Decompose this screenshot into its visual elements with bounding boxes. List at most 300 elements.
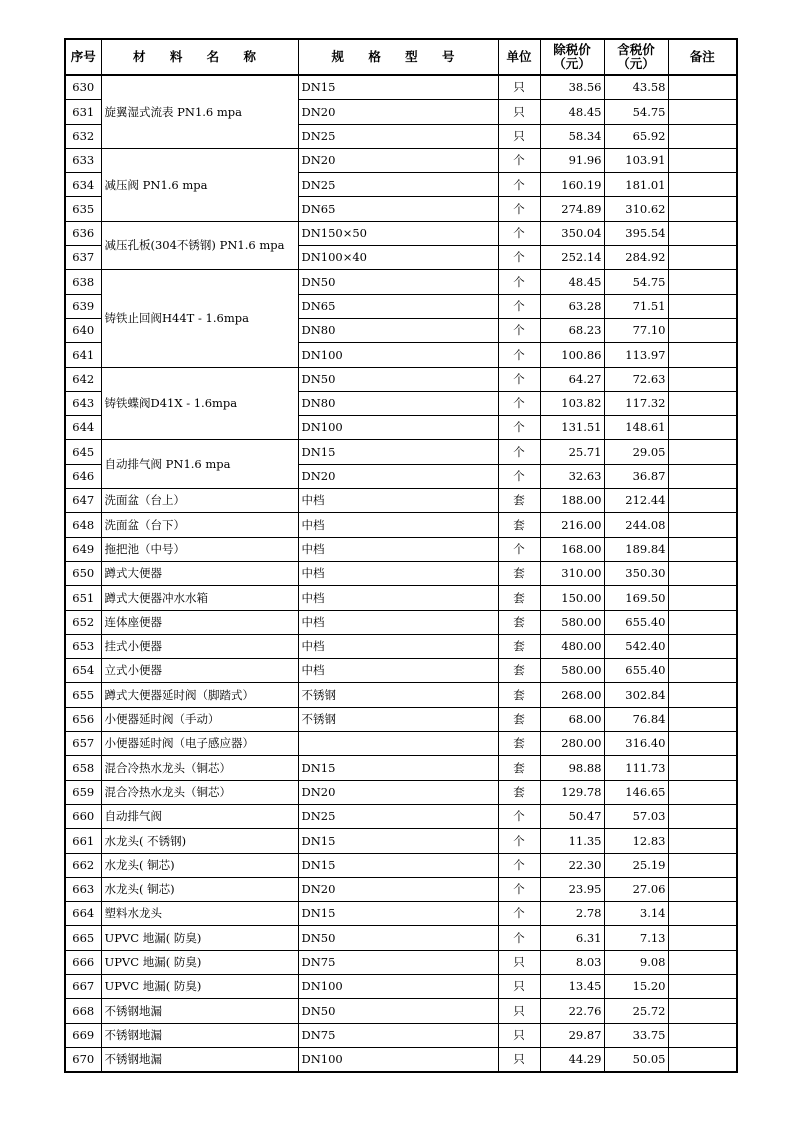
unit: 个	[498, 804, 540, 828]
price-inc-tax: 7.13	[604, 926, 668, 950]
price-ex-tax: 48.45	[540, 270, 604, 294]
spec-model: DN75	[298, 950, 498, 974]
unit: 只	[498, 100, 540, 124]
note	[668, 659, 737, 683]
table-row	[65, 877, 737, 901]
header-price-ex-tax	[540, 39, 604, 75]
table-row	[65, 902, 737, 926]
unit: 只	[498, 950, 540, 974]
row-index: 664	[65, 902, 101, 926]
price-inc-tax: 212.44	[604, 489, 668, 513]
row-index: 653	[65, 634, 101, 658]
price-ex-tax: 580.00	[540, 610, 604, 634]
spec-model: DN65	[298, 197, 498, 221]
note	[668, 1047, 737, 1072]
spec-model: DN65	[298, 294, 498, 318]
table-row	[65, 610, 737, 634]
note	[668, 173, 737, 197]
price-inc-tax: 25.72	[604, 999, 668, 1023]
price-inc-tax: 33.75	[604, 1023, 668, 1047]
unit: 个	[498, 416, 540, 440]
row-index: 633	[65, 148, 101, 172]
unit: 套	[498, 610, 540, 634]
material-name: 洗面盆（台下）	[101, 513, 298, 537]
price-inc-tax: 54.75	[604, 100, 668, 124]
price-ex-tax: 23.95	[540, 877, 604, 901]
material-name: 拖把池（中号）	[101, 537, 298, 561]
price-inc-tax: 29.05	[604, 440, 668, 464]
spec-model: DN20	[298, 100, 498, 124]
spec-model: DN50	[298, 999, 498, 1023]
price-inc-tax: 77.10	[604, 318, 668, 342]
price-ex-tax: 131.51	[540, 416, 604, 440]
note	[668, 999, 737, 1023]
unit: 套	[498, 732, 540, 756]
note	[668, 756, 737, 780]
price-inc-tax: 15.20	[604, 974, 668, 998]
price-inc-tax: 111.73	[604, 756, 668, 780]
price-ex-tax: 103.82	[540, 391, 604, 415]
material-name: 不锈钢地漏	[101, 1047, 298, 1072]
table-row	[65, 75, 737, 100]
unit: 套	[498, 561, 540, 585]
price-ex-tax: 58.34	[540, 124, 604, 148]
price-ex-tax: 11.35	[540, 829, 604, 853]
header-material-name	[101, 39, 298, 75]
material-name: 洗面盆（台上）	[101, 489, 298, 513]
price-inc-tax: 146.65	[604, 780, 668, 804]
unit: 只	[498, 1047, 540, 1072]
unit: 个	[498, 926, 540, 950]
row-index: 635	[65, 197, 101, 221]
price-ex-tax: 252.14	[540, 246, 604, 270]
unit: 只	[498, 1023, 540, 1047]
row-index: 661	[65, 829, 101, 853]
note	[668, 804, 737, 828]
price-inc-tax: 3.14	[604, 902, 668, 926]
table-row	[65, 221, 737, 245]
spec-model: DN100×40	[298, 246, 498, 270]
price-ex-tax: 480.00	[540, 634, 604, 658]
row-index: 647	[65, 489, 101, 513]
spec-model: DN100	[298, 343, 498, 367]
price-ex-tax: 32.63	[540, 464, 604, 488]
price-inc-tax: 148.61	[604, 416, 668, 440]
price-inc-tax: 655.40	[604, 610, 668, 634]
row-index: 631	[65, 100, 101, 124]
note	[668, 246, 737, 270]
spec-model: 中档	[298, 634, 498, 658]
table-row	[65, 732, 737, 756]
row-index: 662	[65, 853, 101, 877]
row-index: 644	[65, 416, 101, 440]
price-ex-tax: 22.76	[540, 999, 604, 1023]
table-row	[65, 683, 737, 707]
price-inc-tax: 181.01	[604, 173, 668, 197]
material-name: 挂式小便器	[101, 634, 298, 658]
spec-model: DN25	[298, 804, 498, 828]
unit: 套	[498, 780, 540, 804]
price-ex-tax: 216.00	[540, 513, 604, 537]
unit: 个	[498, 173, 540, 197]
spec-model: 中档	[298, 659, 498, 683]
price-ex-tax: 188.00	[540, 489, 604, 513]
header-price-inc-tax-unit: （元）	[617, 56, 655, 71]
material-name: 不锈钢地漏	[101, 1023, 298, 1047]
price-inc-tax: 284.92	[604, 246, 668, 270]
spec-model: 不锈钢	[298, 683, 498, 707]
material-name: 铸铁蝶阀D41X - 1.6mpa	[101, 367, 298, 440]
price-inc-tax: 169.50	[604, 586, 668, 610]
spec-model: DN75	[298, 1023, 498, 1047]
row-index: 650	[65, 561, 101, 585]
price-ex-tax: 2.78	[540, 902, 604, 926]
row-index: 648	[65, 513, 101, 537]
note	[668, 221, 737, 245]
table-row	[65, 780, 737, 804]
unit: 个	[498, 343, 540, 367]
note	[668, 440, 737, 464]
spec-model: DN15	[298, 756, 498, 780]
unit: 只	[498, 974, 540, 998]
row-index: 668	[65, 999, 101, 1023]
unit: 个	[498, 294, 540, 318]
note	[668, 513, 737, 537]
spec-model: DN20	[298, 780, 498, 804]
spec-model: DN100	[298, 416, 498, 440]
row-index: 641	[65, 343, 101, 367]
note	[668, 416, 737, 440]
unit: 套	[498, 513, 540, 537]
table-row	[65, 950, 737, 974]
price-inc-tax: 350.30	[604, 561, 668, 585]
material-name: 塑料水龙头	[101, 902, 298, 926]
unit: 套	[498, 489, 540, 513]
row-index: 670	[65, 1047, 101, 1072]
note	[668, 537, 737, 561]
row-index: 649	[65, 537, 101, 561]
row-index: 667	[65, 974, 101, 998]
price-ex-tax: 168.00	[540, 537, 604, 561]
note	[668, 634, 737, 658]
header-spec-model-text: 规 格 型 号	[331, 49, 465, 65]
price-ex-tax: 38.56	[540, 75, 604, 100]
note	[668, 586, 737, 610]
spec-model: DN20	[298, 148, 498, 172]
unit: 只	[498, 999, 540, 1023]
price-ex-tax: 6.31	[540, 926, 604, 950]
unit: 个	[498, 853, 540, 877]
material-name: 连体座便器	[101, 610, 298, 634]
row-index: 669	[65, 1023, 101, 1047]
price-inc-tax: 36.87	[604, 464, 668, 488]
unit: 个	[498, 440, 540, 464]
row-index: 645	[65, 440, 101, 464]
note	[668, 148, 737, 172]
price-inc-tax: 71.51	[604, 294, 668, 318]
row-index: 642	[65, 367, 101, 391]
header-price-inc-tax-label: 含税价	[617, 41, 655, 57]
note	[668, 1023, 737, 1047]
note	[668, 75, 737, 100]
unit: 只	[498, 75, 540, 100]
price-ex-tax: 63.28	[540, 294, 604, 318]
table-row	[65, 853, 737, 877]
unit: 个	[498, 318, 540, 342]
material-name: 自动排气阀	[101, 804, 298, 828]
price-ex-tax: 13.45	[540, 974, 604, 998]
row-index: 652	[65, 610, 101, 634]
spec-model: DN15	[298, 440, 498, 464]
row-index: 651	[65, 586, 101, 610]
spec-model: DN20	[298, 877, 498, 901]
price-ex-tax: 98.88	[540, 756, 604, 780]
spec-model: 中档	[298, 489, 498, 513]
note	[668, 707, 737, 731]
price-ex-tax: 150.00	[540, 586, 604, 610]
price-ex-tax: 350.04	[540, 221, 604, 245]
table-row	[65, 537, 737, 561]
table-row	[65, 756, 737, 780]
material-name: 水龙头( 铜芯)	[101, 877, 298, 901]
row-index: 660	[65, 804, 101, 828]
price-inc-tax: 189.84	[604, 537, 668, 561]
price-inc-tax: 103.91	[604, 148, 668, 172]
row-index: 656	[65, 707, 101, 731]
note	[668, 974, 737, 998]
price-inc-tax: 65.92	[604, 124, 668, 148]
price-inc-tax: 12.83	[604, 829, 668, 853]
unit: 套	[498, 756, 540, 780]
row-index: 636	[65, 221, 101, 245]
table-row	[65, 659, 737, 683]
price-ex-tax: 44.29	[540, 1047, 604, 1072]
price-inc-tax: 76.84	[604, 707, 668, 731]
header-unit: 单位	[498, 39, 540, 75]
price-table	[64, 38, 738, 1073]
price-ex-tax: 100.86	[540, 343, 604, 367]
table-row	[65, 707, 737, 731]
note	[668, 294, 737, 318]
note	[668, 780, 737, 804]
note	[668, 877, 737, 901]
spec-model: 不锈钢	[298, 707, 498, 731]
material-name: 小便器延时阀（手动）	[101, 707, 298, 731]
spec-model: 中档	[298, 586, 498, 610]
row-index: 646	[65, 464, 101, 488]
note	[668, 464, 737, 488]
table-row	[65, 829, 737, 853]
price-ex-tax: 25.71	[540, 440, 604, 464]
table-row	[65, 561, 737, 585]
table-row	[65, 513, 737, 537]
price-ex-tax: 310.00	[540, 561, 604, 585]
table-row	[65, 974, 737, 998]
price-inc-tax: 542.40	[604, 634, 668, 658]
row-index: 632	[65, 124, 101, 148]
unit: 个	[498, 902, 540, 926]
note	[668, 902, 737, 926]
material-name: 铸铁止回阀H44T - 1.6mpa	[101, 270, 298, 367]
price-ex-tax: 22.30	[540, 853, 604, 877]
price-inc-tax: 27.06	[604, 877, 668, 901]
spec-model: DN15	[298, 853, 498, 877]
price-inc-tax: 25.19	[604, 853, 668, 877]
unit: 个	[498, 367, 540, 391]
header-price-ex-tax-unit: （元）	[553, 56, 591, 71]
spec-model: 中档	[298, 610, 498, 634]
unit: 个	[498, 197, 540, 221]
price-inc-tax: 244.08	[604, 513, 668, 537]
price-ex-tax: 160.19	[540, 173, 604, 197]
spec-model: DN150×50	[298, 221, 498, 245]
row-index: 663	[65, 877, 101, 901]
note	[668, 100, 737, 124]
table-body	[65, 75, 737, 1072]
spec-model: DN50	[298, 367, 498, 391]
header-index: 序号	[65, 39, 101, 75]
price-inc-tax: 395.54	[604, 221, 668, 245]
unit: 个	[498, 246, 540, 270]
price-inc-tax: 50.05	[604, 1047, 668, 1072]
price-ex-tax: 68.23	[540, 318, 604, 342]
header-material-name-text: 材 料 名 称	[132, 49, 267, 65]
price-inc-tax: 655.40	[604, 659, 668, 683]
row-index: 639	[65, 294, 101, 318]
price-inc-tax: 302.84	[604, 683, 668, 707]
table-row	[65, 999, 737, 1023]
material-name: UPVC 地漏( 防臭)	[101, 974, 298, 998]
price-ex-tax: 274.89	[540, 197, 604, 221]
price-inc-tax: 9.08	[604, 950, 668, 974]
spec-model: DN50	[298, 926, 498, 950]
price-ex-tax: 8.03	[540, 950, 604, 974]
row-index: 637	[65, 246, 101, 270]
table-row	[65, 367, 737, 391]
row-index: 643	[65, 391, 101, 415]
spec-model: DN50	[298, 270, 498, 294]
unit: 个	[498, 464, 540, 488]
price-ex-tax: 29.87	[540, 1023, 604, 1047]
material-name: UPVC 地漏( 防臭)	[101, 950, 298, 974]
unit: 个	[498, 829, 540, 853]
note	[668, 124, 737, 148]
price-ex-tax: 50.47	[540, 804, 604, 828]
note	[668, 318, 737, 342]
header-note: 备注	[668, 39, 737, 75]
material-name: 旋翼湿式流表 PN1.6 mpa	[101, 75, 298, 148]
spec-model: DN100	[298, 1047, 498, 1072]
row-index: 655	[65, 683, 101, 707]
material-name: 小便器延时阀（电子感应器）	[101, 732, 298, 756]
note	[668, 561, 737, 585]
price-ex-tax: 68.00	[540, 707, 604, 731]
note	[668, 391, 737, 415]
material-name: 蹲式大便器	[101, 561, 298, 585]
table-header	[65, 39, 737, 75]
spec-model: DN25	[298, 173, 498, 197]
note	[668, 926, 737, 950]
price-inc-tax: 57.03	[604, 804, 668, 828]
price-ex-tax: 64.27	[540, 367, 604, 391]
price-ex-tax: 129.78	[540, 780, 604, 804]
header-price-inc-tax	[604, 39, 668, 75]
row-index: 630	[65, 75, 101, 100]
spec-model	[298, 732, 498, 756]
unit: 个	[498, 537, 540, 561]
row-index: 657	[65, 732, 101, 756]
header-row	[65, 39, 737, 75]
table-row	[65, 270, 737, 294]
unit: 个	[498, 877, 540, 901]
spec-model: 中档	[298, 513, 498, 537]
material-name: 蹲式大便器延时阀（脚踏式）	[101, 683, 298, 707]
spec-model: DN100	[298, 974, 498, 998]
note	[668, 197, 737, 221]
price-inc-tax: 316.40	[604, 732, 668, 756]
spec-model: 中档	[298, 537, 498, 561]
material-name: 减压阀 PN1.6 mpa	[101, 148, 298, 221]
spec-model: DN15	[298, 75, 498, 100]
header-spec-model	[298, 39, 498, 75]
table-row	[65, 440, 737, 464]
price-inc-tax: 310.62	[604, 197, 668, 221]
material-name: 不锈钢地漏	[101, 999, 298, 1023]
spec-model: DN80	[298, 318, 498, 342]
spec-model: DN15	[298, 829, 498, 853]
table-row	[65, 804, 737, 828]
price-inc-tax: 43.58	[604, 75, 668, 100]
spec-model: DN20	[298, 464, 498, 488]
note	[668, 610, 737, 634]
price-ex-tax: 91.96	[540, 148, 604, 172]
note	[668, 853, 737, 877]
row-index: 654	[65, 659, 101, 683]
header-price-ex-tax-label: 除税价	[553, 41, 591, 57]
row-index: 665	[65, 926, 101, 950]
price-inc-tax: 54.75	[604, 270, 668, 294]
material-name: 混合冷热水龙头（铜芯）	[101, 756, 298, 780]
material-name: 混合冷热水龙头（铜芯）	[101, 780, 298, 804]
unit: 套	[498, 586, 540, 610]
row-index: 638	[65, 270, 101, 294]
price-ex-tax: 48.45	[540, 100, 604, 124]
material-name: 水龙头( 铜芯)	[101, 853, 298, 877]
unit: 套	[498, 683, 540, 707]
table-row	[65, 489, 737, 513]
unit: 套	[498, 659, 540, 683]
table-row	[65, 148, 737, 172]
price-ex-tax: 268.00	[540, 683, 604, 707]
material-name: 蹲式大便器冲水水箱	[101, 586, 298, 610]
table-row	[65, 1023, 737, 1047]
unit: 个	[498, 221, 540, 245]
price-inc-tax: 72.63	[604, 367, 668, 391]
row-index: 666	[65, 950, 101, 974]
note	[668, 950, 737, 974]
price-inc-tax: 117.32	[604, 391, 668, 415]
unit: 套	[498, 707, 540, 731]
spec-model: DN80	[298, 391, 498, 415]
row-index: 658	[65, 756, 101, 780]
unit: 套	[498, 634, 540, 658]
table-row	[65, 1047, 737, 1072]
spec-model: DN15	[298, 902, 498, 926]
table-row	[65, 586, 737, 610]
row-index: 659	[65, 780, 101, 804]
material-name: UPVC 地漏( 防臭)	[101, 926, 298, 950]
spec-model: DN25	[298, 124, 498, 148]
